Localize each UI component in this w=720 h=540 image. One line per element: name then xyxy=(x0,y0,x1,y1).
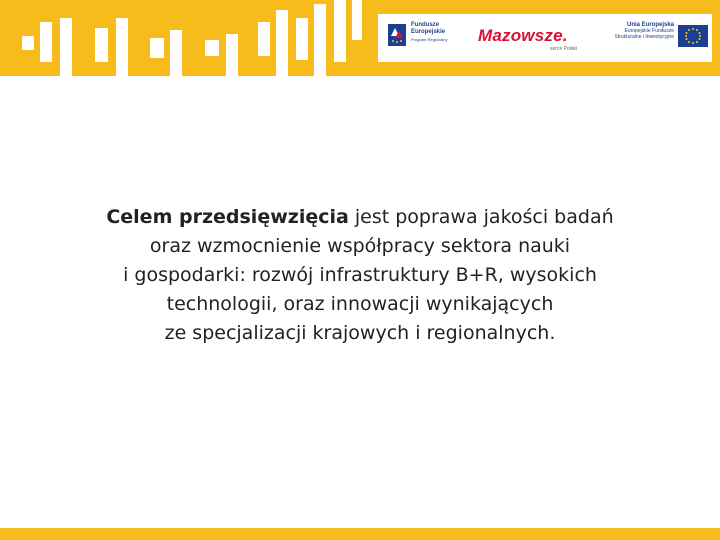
decorative-block xyxy=(334,0,346,62)
statement-line-2: oraz wzmocnienie współpracy sektora nauki xyxy=(149,235,571,257)
decorative-block xyxy=(95,28,108,62)
decorative-block xyxy=(150,38,164,58)
mazowsze-name: Mazowsze. xyxy=(478,26,568,45)
decorative-block xyxy=(22,36,34,50)
eu-funds-flag-icon xyxy=(388,24,406,46)
fundusze-sub: Program Regionalny xyxy=(411,37,448,42)
fundusze-europejskie-logo xyxy=(388,22,468,56)
decorative-block xyxy=(170,30,182,76)
fundusze-line2: Europejskie xyxy=(411,29,446,35)
main-statement xyxy=(40,203,680,348)
decorative-block xyxy=(40,22,52,62)
decorative-block xyxy=(226,34,238,76)
decorative-block xyxy=(276,10,288,76)
decorative-block xyxy=(116,18,128,76)
ue-line3: Strukturalne i Inwestycyjne xyxy=(614,34,674,40)
statement-bold-lead: Celem przedsięwzięcia xyxy=(106,206,349,228)
statement-line-5: ze specjalizacji krajowych i regionalnych. xyxy=(164,322,556,344)
mazowsze-logo xyxy=(478,26,588,56)
statement-line1-rest: jest poprawa jakości badań xyxy=(348,206,614,228)
decorative-block xyxy=(205,40,219,56)
decorative-block xyxy=(258,22,270,56)
statement-line-4: technologii, oraz innowacji wynikających xyxy=(166,293,554,315)
bottom-accent-bar xyxy=(0,528,720,540)
logo-strip xyxy=(378,14,712,62)
decorative-block xyxy=(60,18,72,76)
decorative-block xyxy=(296,18,308,60)
decorative-block xyxy=(314,4,326,76)
statement-line-3: i gospodarki: rozwój infrastruktury B+R, wysokich xyxy=(123,264,597,286)
mazowsze-sub: serce Polski xyxy=(550,46,577,52)
statement-line-1 xyxy=(40,203,680,232)
decorative-block xyxy=(352,0,362,40)
ue-line2: Europejskie Fundusze xyxy=(624,28,674,34)
eu-flag-icon xyxy=(678,25,708,47)
ue-line1: Unia Europejska xyxy=(626,22,674,28)
unia-europejska-logo xyxy=(610,22,710,56)
top-banner xyxy=(0,0,720,76)
fundusze-line1: Fundusze xyxy=(411,22,439,28)
